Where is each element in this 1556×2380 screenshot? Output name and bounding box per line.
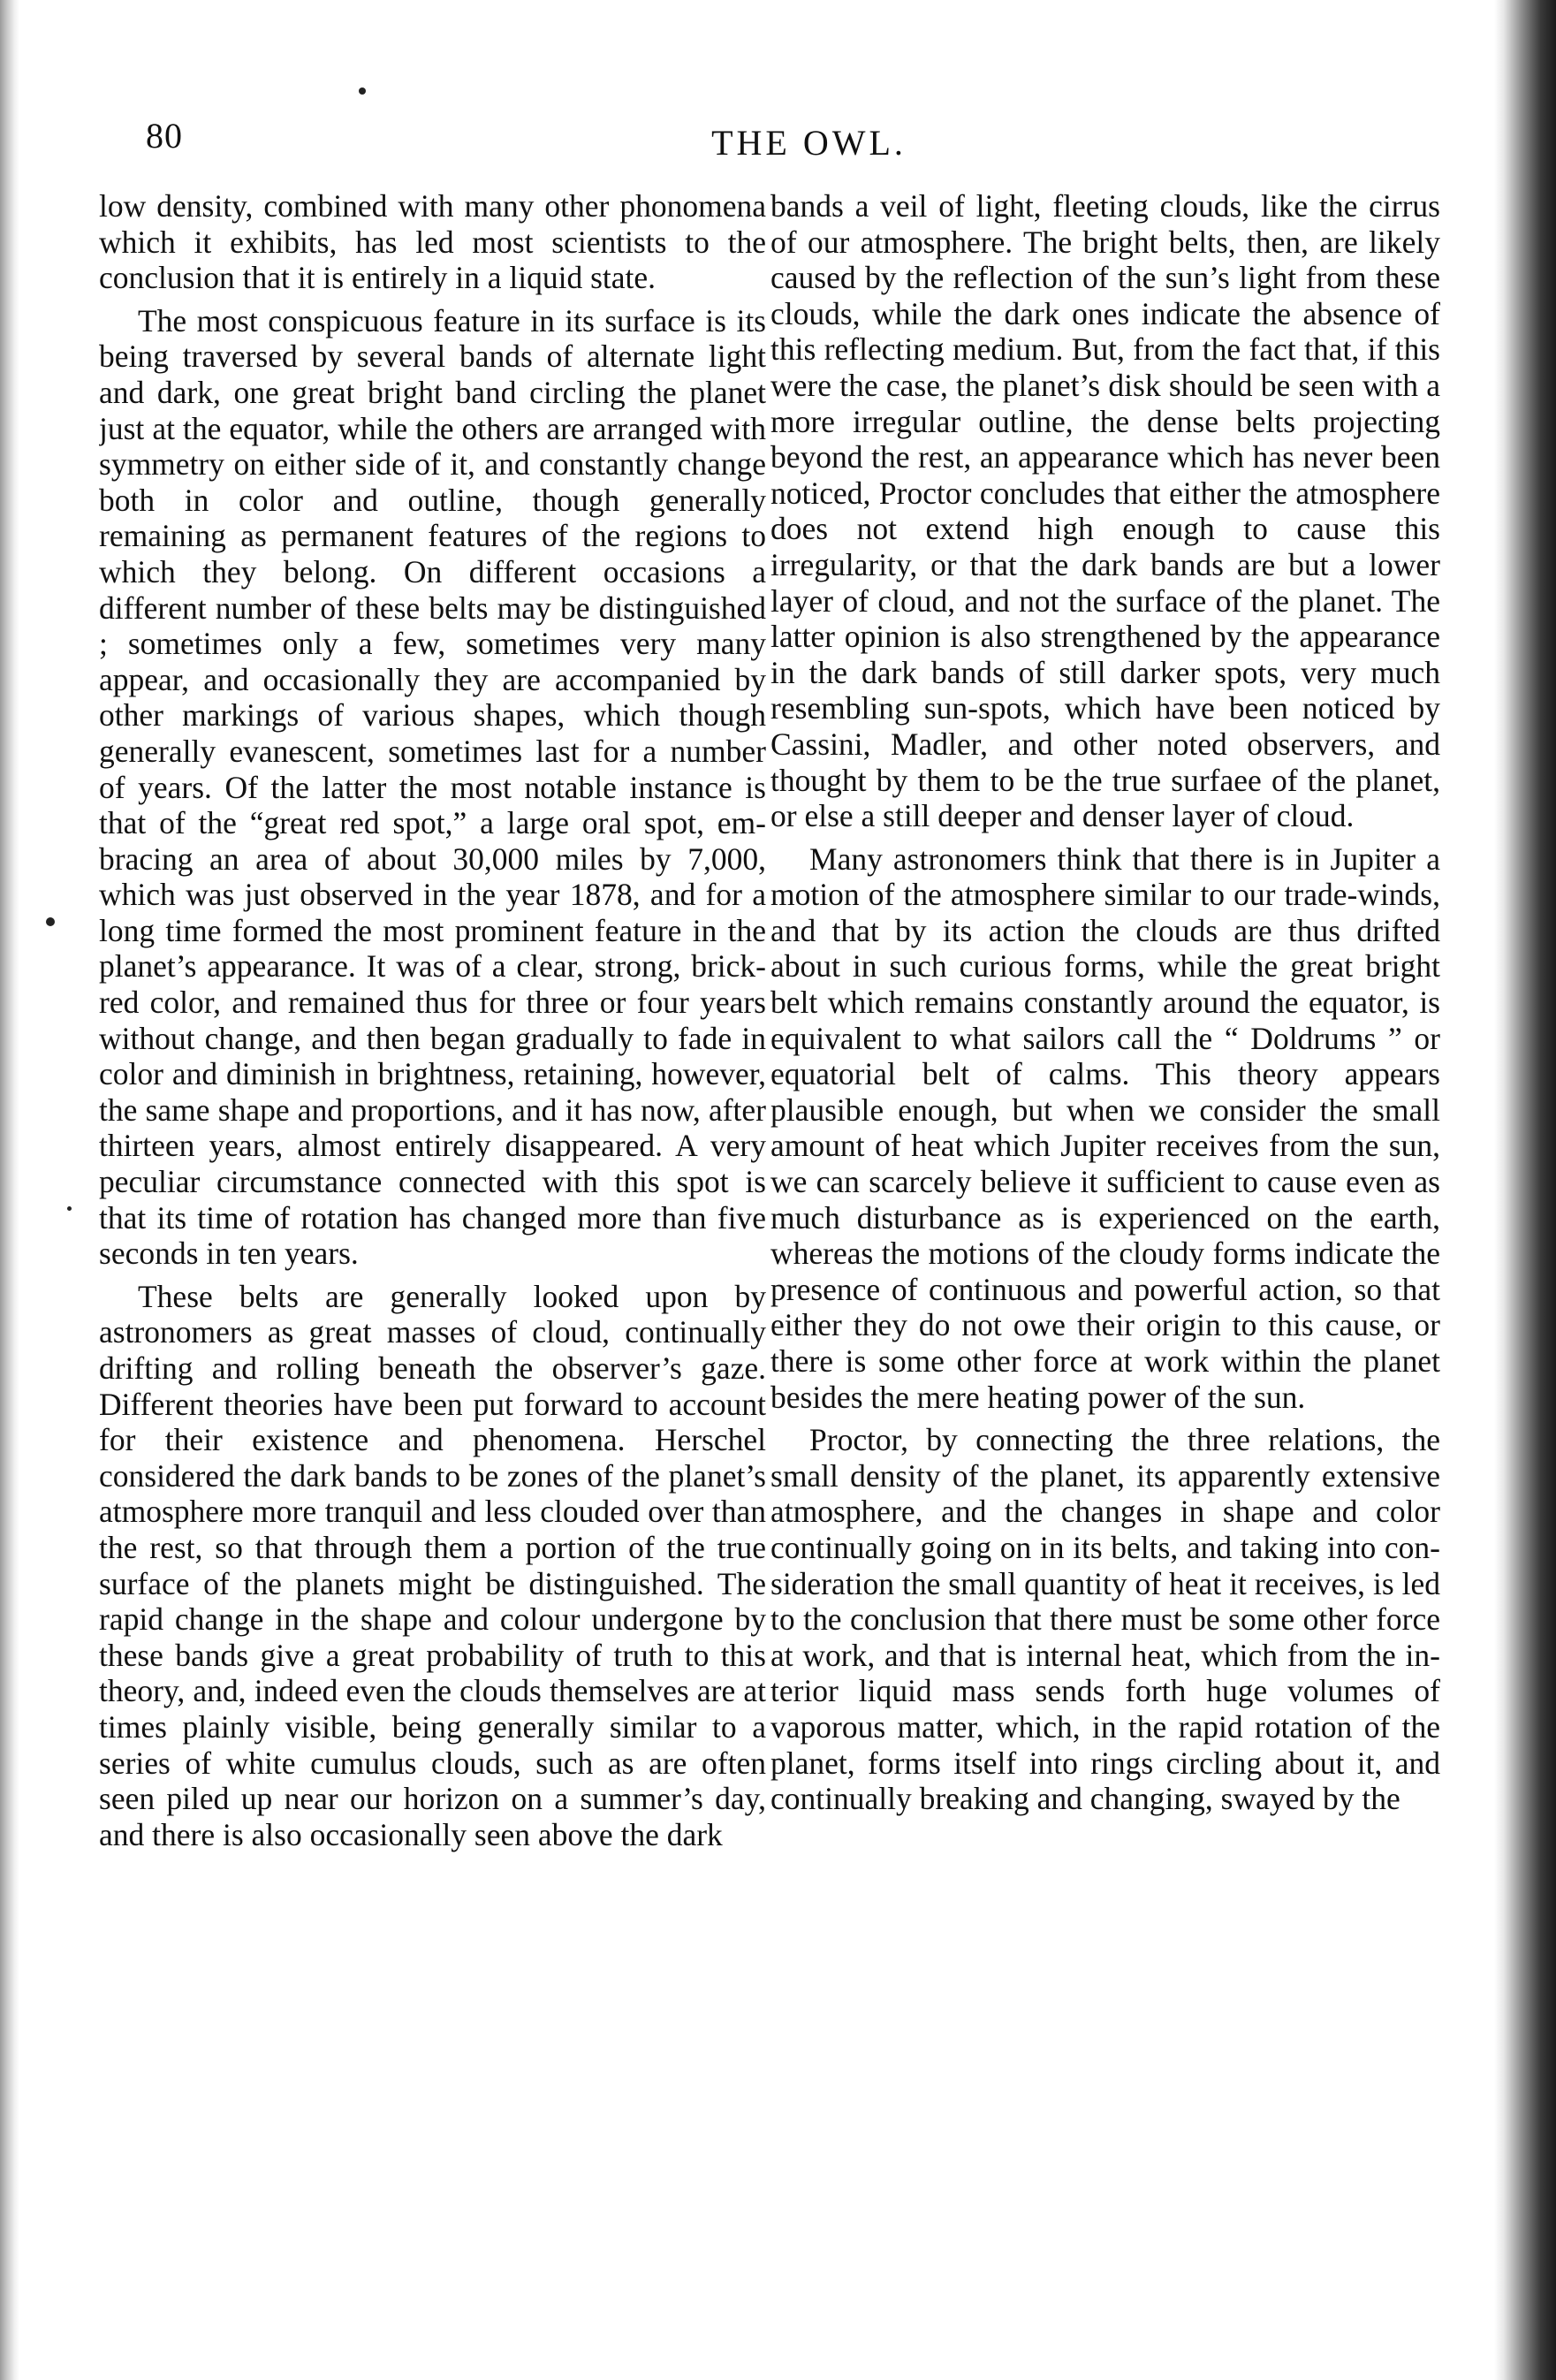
- paragraph: The most conspicuous feature in its surface is its being traversed by several bands of alternate light and dark, one great bright band circling the planet just at the equator, while the others are arranged with symmetry on either side of it, and constantly change both in color and outline, though generally remaining as permanent features of the regions to which they belong. On different occasions a different number of these belts may be distinguished ; sometimes only a few, sometimes very many appear, and occasionally they are accompanied by other markings of various shapes, which though generally evanescent, sometimes last for a number of years. Of the latter the most notable instance is that of the “great red spot,” a large oral spot, embracing an area of about 30,000 miles by 7,000, which was just observed in the year 1878, and for a long time formed the most prominent feature in the planet’s appearance. It was of a clear, strong, brick-red color, and remained thus for three or four years without change, and then began gradually to fade in color and diminish in brightness, retaining, however, the same shape and proportions, and it has now, after thirteen years, almost entirely disappeared. A very peculiar circumstance connected with this spot is that its time of rotation has changed more than five seconds in ten years.: [99, 302, 766, 1272]
- ink-speck: [67, 1206, 72, 1211]
- ink-speck: [46, 917, 55, 926]
- left-column: [99, 188, 766, 2327]
- scan-edge-left: [0, 0, 19, 2380]
- paragraph: low density, combined with many other phonomena which it exhibits, has led most scientists to the conclusion that it is entirely in a liquid state.: [99, 188, 766, 296]
- paragraph: These belts are generally looked upon by astronomers as great masses of cloud, continually drifting and rolling beneath the observer’s gaze. Different theories have been put forward to account for their existence and phenomena. Herschel considered the dark bands to be zones of the planet’s atmosphere more tranquil and less clouded over than the rest, so that through them a portion of the true surface of the planets might be distinguished. The rapid change in the shape and colour undergone by these bands give a great probability of truth to this theory, and, indeed even the clouds themselves are at times plainly visible, being generally similar to a series of white cumulus clouds, such as are often seen piled up near our horizon on a summer’s day, and there is also occasionally seen above the dark: [99, 1278, 766, 1852]
- right-column: [770, 188, 1440, 2327]
- page-number: 80: [146, 116, 183, 156]
- scan-edge-right: [1494, 0, 1556, 2380]
- paragraph: bands a veil of light, fleeting clouds, like the cirrus of our atmosphere. The bright belts, then, are likely caused by the reflection of the sun’s light from these clouds, while the dark ones indicate the absence of this reflecting medium. But, from the fact that, if this were the case, the planet’s disk should be seen with a more irregular outline, the dense belts projecting beyond the rest, an appearance which has never been noticed, Proctor concludes that either the atmosphere does not extend high enough to cause this irregularity, or that the dark bands are but a lower layer of cloud, and not the surface of the planet. The latter opinion is also strengthened by the appearance in the dark bands of still darker spots, very much resembling sun-spots, which have been noticed by Cassini, Madler, and other noted observers, and thought by them to be the true surfaee of the planet, or else a still deeper and denser layer of cloud.: [770, 188, 1440, 834]
- paragraph: Proctor, by connecting the three relations, the small density of the planet, its apparently extensive atmosphere, and the changes in shape and color continually going on in its belts, and taking into consideration the small quantity of heat it receives, is led to the conclusion that there must be some other force at work, and that is internal heat, which from the interior liquid mass sends forth huge volumes of vaporous matter, which, in the rapid rotation of the planet, forms itself into rings circling about it, and continually breaking and changing, swayed by the: [770, 1422, 1440, 1817]
- running-title: THE OWL.: [711, 123, 907, 163]
- paragraph: Many astronomers think that there is in Jupiter a motion of the atmosphere similar to our trade-winds, and that by its action the clouds are thus drifted about in such curious forms, while the great bright belt which remains constantly around the equator, is equivalent to what sailors call the “ Doldrums ” or equatorial belt of calms. This theory appears plausible enough, but when we consider the small amount of heat which Jupiter receives from the sun, we can scarcely believe it sufficient to cause even as much disturbance as is experienced on the earth, whereas the motions of the cloudy forms indicate the presence of continuous and powerful action, so that either they do not owe their origin to this cause, or there is some other force at work within the planet besides the mere heating power of the sun.: [770, 840, 1440, 1415]
- ink-speck: [359, 87, 366, 95]
